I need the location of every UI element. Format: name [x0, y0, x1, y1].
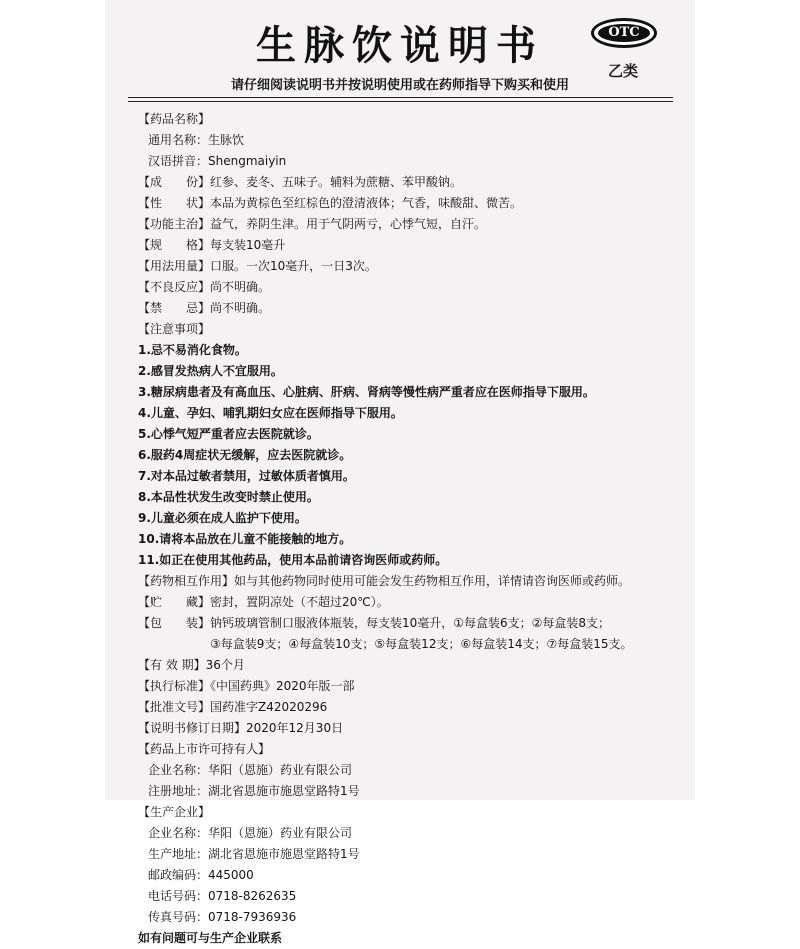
otc-label: OTC — [598, 24, 650, 42]
fax: 传真号码：0718-7936936 — [148, 910, 297, 924]
manufacturer-name: 企业名称：华阳（恩施）药业有限公司 — [148, 826, 353, 840]
precaution-item: 1.忌不易消化食物。 — [138, 343, 247, 357]
storage: 【贮 藏】密封，置阴凉处（不超过20℃）。 — [138, 595, 389, 609]
otc-logo — [591, 18, 657, 48]
page-title: 生脉饮说明书 — [256, 22, 544, 69]
dosage: 【用法用量】口服。一次10毫升，一日3次。 — [138, 259, 377, 273]
precaution-item: 10.请将本品放在儿童不能接触的地方。 — [138, 532, 352, 546]
holder-name: 企业名称：华阳（恩施）药业有限公司 — [148, 763, 353, 777]
standard: 【执行标准】《中国药典》2020年版一部 — [138, 679, 355, 693]
phone: 电话号码：0718-8262635 — [148, 889, 297, 903]
precaution-item: 3.糖尿病患者及有高血压、心脏病、肝病、肾病等慢性病严重者应在医师指导下服用。 — [138, 385, 595, 399]
appearance: 【性 状】本品为黄棕色至红棕色的澄清液体；气香，味酸甜、微苦。 — [138, 196, 523, 210]
validity: 【有 效 期】36个月 — [138, 658, 245, 672]
specification: 【规 格】每支装10毫升 — [138, 238, 286, 252]
manufacturer-address: 生产地址：湖北省恩施市施恩堂路特1号 — [148, 847, 360, 861]
pinyin-name: 汉语拼音：Shengmaiyin — [148, 154, 287, 168]
package-line-1: 【包 装】钠钙玻璃管制口服液体瓶装，每支装10毫升，①每盒装6支；②每盒装8支； — [138, 616, 611, 630]
holder-address: 注册地址：湖北省恩施市施恩堂路特1号 — [148, 784, 360, 798]
divider-line — [128, 97, 673, 98]
revision-date: 【说明书修订日期】2020年12月30日 — [138, 721, 344, 735]
divider-line-2 — [128, 101, 673, 102]
contraindications: 【禁 忌】尚不明确。 — [138, 301, 271, 315]
drug-interaction: 【药物相互作用】如与其他药物同时使用可能会发生药物相互作用，详情请咨询医师或药师。 — [138, 574, 631, 588]
usage-notice: 请仔细阅读说明书并按说明使用或在药师指导下购买和使用 — [230, 78, 569, 93]
precautions-label: 【注意事项】 — [138, 322, 211, 336]
indication: 【功能主治】益气，养阴生津。用于气阴两亏，心悸气短，自汗。 — [138, 217, 487, 231]
precaution-item: 5.心悸气短严重者应去医院就诊。 — [138, 427, 319, 441]
precaution-item: 7.对本品过敏者禁用，过敏体质者慎用。 — [138, 469, 355, 483]
precaution-item: 9.儿童必须在成人监护下使用。 — [138, 511, 307, 525]
precaution-item: 2.感冒发热病人不宜服用。 — [138, 364, 283, 378]
leaflet-body — [138, 109, 698, 949]
package-line-2: ③每盒装9支；④每盒装10支；⑤每盒装12支；⑥每盒装14支；⑦每盒装15支。 — [210, 637, 633, 651]
manufacturer-label: 【生产企业】 — [138, 805, 211, 819]
adverse-reactions: 【不良反应】尚不明确。 — [138, 280, 271, 294]
precaution-item: 4.儿童、孕妇、哺乳期妇女应在医师指导下服用。 — [138, 406, 403, 420]
postcode: 邮政编码：445000 — [148, 868, 254, 882]
holder-label: 【药品上市许可持有人】 — [138, 742, 271, 756]
ingredients: 【成 份】红参、麦冬、五味子。辅料为蔗糖、苯甲酸钠。 — [138, 175, 463, 189]
generic-name: 通用名称：生脉饮 — [148, 133, 245, 147]
precaution-item: 8.本品性状发生改变时禁止使用。 — [138, 490, 319, 504]
precaution-item: 11.如正在使用其他药品，使用本品前请咨询医师或药师。 — [138, 553, 448, 567]
precaution-item: 6.服药4周症状无缓解，应去医院就诊。 — [138, 448, 352, 462]
approval-number: 【批准文号】国药准字Z42020296 — [138, 700, 328, 714]
contact-footer: 如有问题可与生产企业联系 — [138, 931, 283, 945]
drug-name-label: 【药品名称】 — [138, 112, 211, 126]
otc-class-label: 乙类 — [608, 62, 639, 80]
